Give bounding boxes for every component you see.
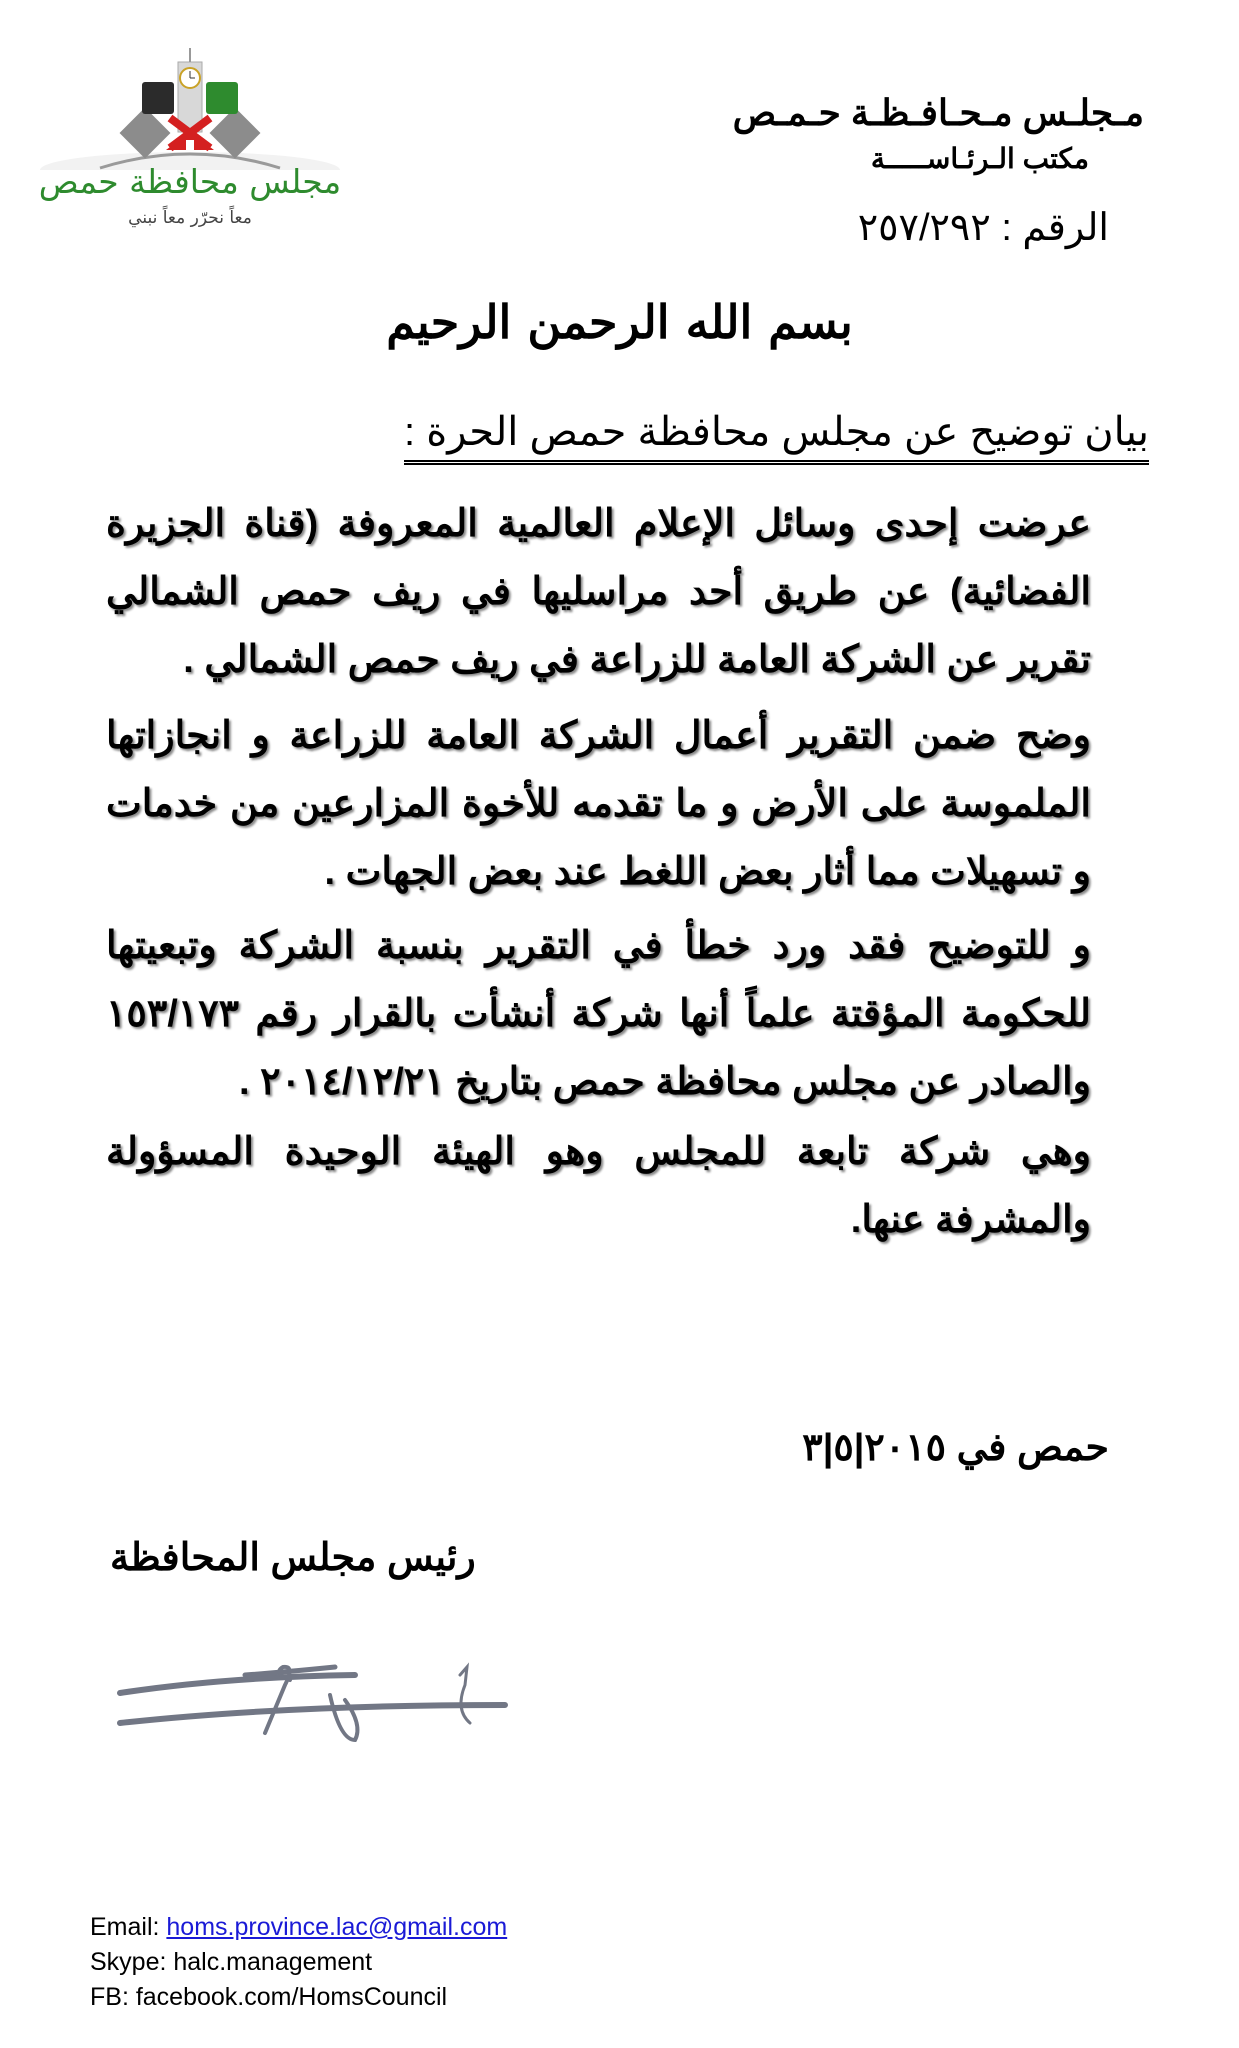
email-label: Email: — [90, 1913, 167, 1941]
logo-black-square — [142, 82, 174, 114]
logo-grey-left-shape — [120, 108, 171, 159]
logo-grey-right-shape — [210, 108, 261, 159]
logo-name: مجلس محافظة حمص — [38, 162, 342, 201]
email-line — [90, 1910, 507, 1945]
reference-label: الرقم : — [1001, 207, 1109, 249]
signatory-title: رئيس مجلس المحافظة — [110, 1537, 476, 1579]
council-logo — [30, 20, 350, 230]
facebook-line: FB: facebook.com/HomsCouncil — [90, 1983, 448, 2011]
body-paragraph: وضح ضمن التقرير أعمال الشركة العامة للزراعة و انجازاتها الملموسة على الأرض و ما تقدمه للأخوة المزارعين من خدمات و تسهيلات مما أثار بعض اللغط عند بعض الجهات . — [106, 715, 1091, 893]
reference-number — [858, 205, 1109, 250]
handwritten-signature — [105, 1605, 545, 1775]
council-title: مـجلـس مـحـافـظـة حـمـص — [732, 92, 1144, 133]
basmala: بسم الله الرحمن الرحيم — [386, 295, 853, 349]
signature-icon — [105, 1605, 545, 1775]
email-link[interactable]: homs.province.lac@gmail.com — [166, 1913, 508, 1941]
clock-tower-emblem-icon — [30, 20, 350, 170]
document-date: حمص في ٢٠١٥|٥|٣ — [802, 1427, 1109, 1469]
body-paragraph: و للتوضيح فقد ورد خطأ في التقرير بنسبة الشركة وتبعيتها للحكومة المؤقتة علماً أنها شركة أنشأت بالقرار رقم ١٥٣/١٧٣ والصادر عن مجلس محافظة حمص بتاريخ ٢٠١٤/١٢/٢١ . — [106, 925, 1091, 1103]
body-paragraph: عرضت إحدى وسائل الإعلام العالمية المعروفة (قناة الجزيرة الفضائية) عن طريق أحد مراسليها في ريف حمص الشمالي تقرير عن الشركة العامة للزراعة في ريف حمص الشمالي . — [106, 503, 1091, 681]
statement-heading: بيان توضيح عن مجلس محافظة حمص الحرة : — [404, 408, 1149, 465]
reference-value: ٢٥٧/٢٩٢ — [857, 207, 991, 249]
body-paragraph: وهي شركة تابعة للمجلس وهو الهيئة الوحيدة المسؤولة والمشرفة عنها. — [106, 1131, 1091, 1241]
office-subtitle: مكتب الـرئـاســـــة — [870, 143, 1089, 174]
skype-line: Skype: halc.management — [90, 1948, 373, 1976]
logo-green-square — [206, 82, 238, 114]
logo-slogan: معاً نحرّر معاً نبني — [128, 208, 252, 228]
contact-footer — [90, 1910, 507, 2015]
